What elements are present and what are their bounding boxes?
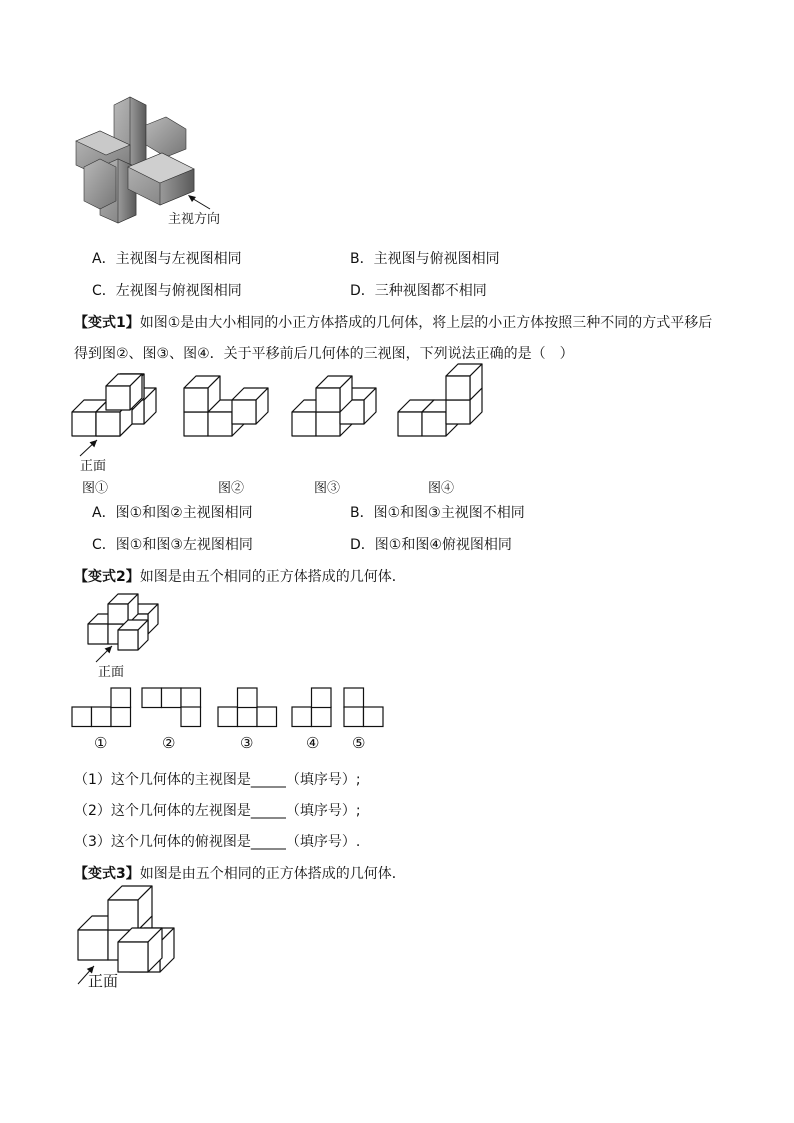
option-letter: A． [92, 251, 116, 267]
fig-label-2: 图② [218, 481, 245, 496]
option-letter: C． [92, 537, 116, 553]
question-1[interactable]: （1）这个几何体的主视图是_____（填序号）; [74, 772, 361, 788]
question-2[interactable]: （2）这个几何体的左视图是_____（填序号）; [74, 803, 361, 819]
option-text: 图①和图③左视图相同 [115, 537, 253, 553]
option-letter: C． [92, 283, 116, 299]
fig-label-4: 图④ [428, 481, 455, 496]
option-text: 三种视图都不相同 [374, 283, 487, 299]
option-text: 图①和图④俯视图相同 [374, 537, 512, 553]
option-text: 主视图与俯视图相同 [373, 251, 500, 267]
question-3[interactable]: （3）这个几何体的俯视图是_____（填序号）. [74, 834, 361, 850]
view-label-5: ⑤ [352, 734, 366, 752]
option-letter: D． [350, 283, 375, 299]
option-text: 图①和图②主视图相同 [115, 505, 253, 521]
option-text: 图①和图③主视图不相同 [373, 505, 525, 521]
variant-tag: 【变式2】 [74, 569, 140, 585]
front-label: 正面 [80, 459, 107, 474]
option-letter: D． [350, 537, 375, 553]
fig-label-1: 图① [82, 481, 109, 496]
variant-tag: 【变式1】 [74, 315, 140, 331]
view-label-2: ② [162, 734, 176, 752]
view-direction-label: 主视方向 [168, 212, 221, 227]
front-label: 正面 [98, 665, 125, 680]
variant-text: 如图是由五个相同的正方体搭成的几何体． [139, 569, 406, 585]
option-text: 左视图与俯视图相同 [115, 283, 242, 299]
fig-label-3: 图③ [314, 481, 341, 496]
variant-text: 如图①是由大小相同的小正方体搭成的几何体，将上层的小正方体按照三种不同的方式平移后 [139, 315, 713, 331]
variant1-line2: 得到图②、图③、图④．关于平移前后几何体的三视图，下列说法正确的是（ ） [74, 346, 574, 362]
cube [118, 928, 162, 972]
front-label: 正面 [88, 972, 119, 990]
view-label-1: ① [94, 734, 108, 752]
variant-tag: 【变式3】 [74, 866, 140, 882]
variant-text: 如图是由五个相同的正方体搭成的几何体． [139, 866, 406, 882]
cube [108, 886, 152, 930]
option-letter: B． [350, 505, 374, 521]
view-label-4: ④ [306, 734, 320, 752]
option-text: 主视图与左视图相同 [115, 251, 242, 267]
view-label-3: ③ [240, 734, 254, 752]
option-letter: A． [92, 505, 116, 521]
option-letter: B． [350, 251, 374, 267]
